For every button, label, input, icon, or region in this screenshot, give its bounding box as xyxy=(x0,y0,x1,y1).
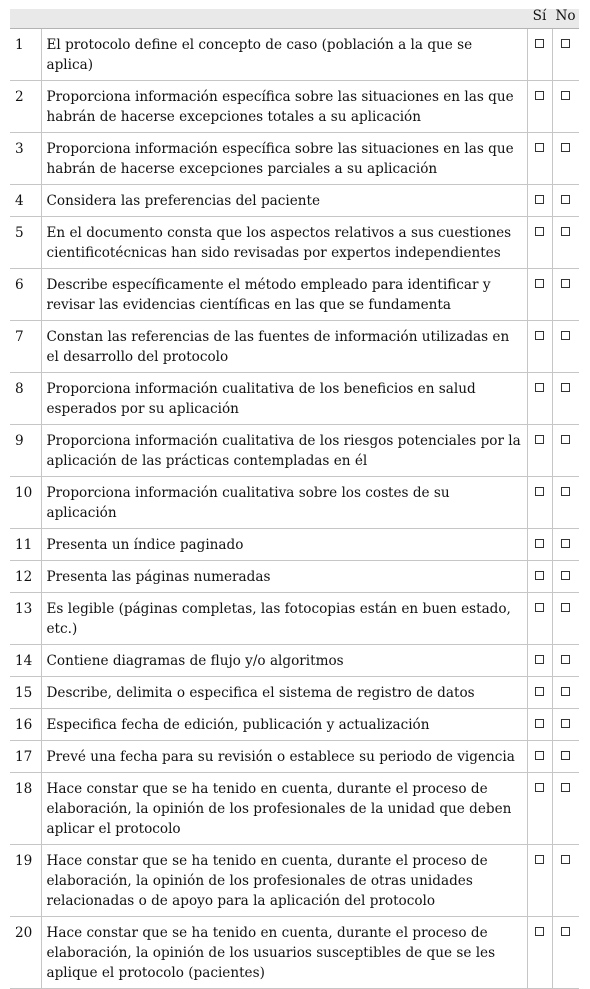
table-row xyxy=(10,709,579,741)
table-row xyxy=(10,677,579,709)
si-checkbox[interactable] xyxy=(535,855,544,864)
row-number: 6 xyxy=(10,269,41,321)
row-number: 15 xyxy=(10,677,41,709)
si-checkbox[interactable] xyxy=(535,783,544,792)
criterion-text: Hace constar que se ha tenido en cuenta, durante el proceso de elaboración, la opinión de los profesionales de otras unidades relacionadas o de apoyo para la aplicación del protocolo xyxy=(41,845,527,917)
criterion-text: Contiene diagramas de flujo y/o algoritmos xyxy=(41,645,527,677)
table-row xyxy=(10,29,579,81)
si-checkbox[interactable] xyxy=(535,487,544,496)
no-checkbox[interactable] xyxy=(561,751,570,760)
table-row xyxy=(10,425,579,477)
table-row xyxy=(10,593,579,645)
row-number: 17 xyxy=(10,741,41,773)
no-checkbox[interactable] xyxy=(561,927,570,936)
no-cell xyxy=(552,477,579,529)
si-cell xyxy=(527,29,552,81)
criterion-text: Considera las preferencias del paciente xyxy=(41,185,527,217)
si-checkbox[interactable] xyxy=(535,655,544,664)
si-checkbox[interactable] xyxy=(535,91,544,100)
no-checkbox[interactable] xyxy=(561,195,570,204)
no-checkbox[interactable] xyxy=(561,143,570,152)
si-cell xyxy=(527,741,552,773)
criterion-text: Presenta las páginas numeradas xyxy=(41,561,527,593)
si-checkbox[interactable] xyxy=(535,143,544,152)
criterion-text: Presenta un índice paginado xyxy=(41,529,527,561)
criterion-text: Proporciona información específica sobre las situaciones en las que habrán de hacerse excepciones parciales a su aplicación xyxy=(41,133,527,185)
no-checkbox[interactable] xyxy=(561,383,570,392)
row-number: 11 xyxy=(10,529,41,561)
no-cell xyxy=(552,373,579,425)
row-number: 18 xyxy=(10,773,41,845)
no-checkbox[interactable] xyxy=(561,435,570,444)
row-number: 13 xyxy=(10,593,41,645)
si-cell xyxy=(527,561,552,593)
si-checkbox[interactable] xyxy=(535,279,544,288)
row-number: 4 xyxy=(10,185,41,217)
si-cell xyxy=(527,185,552,217)
si-cell xyxy=(527,425,552,477)
si-cell xyxy=(527,81,552,133)
si-checkbox[interactable] xyxy=(535,539,544,548)
no-checkbox[interactable] xyxy=(561,539,570,548)
si-checkbox[interactable] xyxy=(535,39,544,48)
row-number: 19 xyxy=(10,845,41,917)
table-row xyxy=(10,529,579,561)
si-checkbox[interactable] xyxy=(535,603,544,612)
no-checkbox[interactable] xyxy=(561,91,570,100)
table-row xyxy=(10,269,579,321)
si-checkbox[interactable] xyxy=(535,687,544,696)
si-checkbox[interactable] xyxy=(535,435,544,444)
si-checkbox[interactable] xyxy=(535,331,544,340)
no-cell xyxy=(552,269,579,321)
no-checkbox[interactable] xyxy=(561,719,570,728)
table-row xyxy=(10,321,579,373)
criterion-text: Proporciona información específica sobre las situaciones en las que habrán de hacerse excepciones totales a su aplicación xyxy=(41,81,527,133)
si-checkbox[interactable] xyxy=(535,383,544,392)
table-row xyxy=(10,133,579,185)
criterion-text: Constan las referencias de las fuentes de información utilizadas en el desarrollo del protocolo xyxy=(41,321,527,373)
header-no: No xyxy=(552,9,579,29)
criterion-text: El protocolo define el concepto de caso (población a la que se aplica) xyxy=(41,29,527,81)
table-body xyxy=(10,29,579,989)
row-number: 8 xyxy=(10,373,41,425)
no-cell xyxy=(552,561,579,593)
no-checkbox[interactable] xyxy=(561,783,570,792)
row-number: 7 xyxy=(10,321,41,373)
no-cell xyxy=(552,709,579,741)
no-cell xyxy=(552,845,579,917)
si-cell xyxy=(527,677,552,709)
no-checkbox[interactable] xyxy=(561,687,570,696)
si-checkbox[interactable] xyxy=(535,195,544,204)
si-cell xyxy=(527,709,552,741)
criterion-text: Hace constar que se ha tenido en cuenta, durante el proceso de elaboración, la opinión de los profesionales de la unidad que deben aplicar el protocolo xyxy=(41,773,527,845)
no-cell xyxy=(552,217,579,269)
no-cell xyxy=(552,917,579,989)
table-row xyxy=(10,845,579,917)
no-cell xyxy=(552,677,579,709)
table-row xyxy=(10,645,579,677)
si-cell xyxy=(527,477,552,529)
si-checkbox[interactable] xyxy=(535,719,544,728)
si-checkbox[interactable] xyxy=(535,227,544,236)
no-cell xyxy=(552,645,579,677)
criterion-text: Describe específicamente el método empleado para identificar y revisar las evidencias científicas en las que se fundamenta xyxy=(41,269,527,321)
header-row xyxy=(10,9,579,29)
no-checkbox[interactable] xyxy=(561,39,570,48)
criterion-text: En el documento consta que los aspectos relativos a sus cuestiones cientificotécnicas han sido revisadas por expertos independientes xyxy=(41,217,527,269)
no-checkbox[interactable] xyxy=(561,227,570,236)
header-number xyxy=(10,9,41,29)
criterion-text: Proporciona información cualitativa de los beneficios en salud esperados por su aplicación xyxy=(41,373,527,425)
no-cell xyxy=(552,529,579,561)
criterion-text: Proporciona información cualitativa de los riesgos potenciales por la aplicación de las prácticas contempladas en él xyxy=(41,425,527,477)
table-row xyxy=(10,561,579,593)
row-number: 20 xyxy=(10,917,41,989)
no-checkbox[interactable] xyxy=(561,603,570,612)
no-cell xyxy=(552,593,579,645)
table-row xyxy=(10,741,579,773)
row-number: 9 xyxy=(10,425,41,477)
table-row xyxy=(10,917,579,989)
table-row xyxy=(10,217,579,269)
no-cell xyxy=(552,741,579,773)
row-number: 10 xyxy=(10,477,41,529)
protocol-checklist-table xyxy=(10,9,579,989)
no-checkbox[interactable] xyxy=(561,655,570,664)
no-checkbox[interactable] xyxy=(561,279,570,288)
no-cell xyxy=(552,133,579,185)
si-cell xyxy=(527,593,552,645)
criterion-text: Hace constar que se ha tenido en cuenta, durante el proceso de elaboración, la opinión de los usuarios susceptibles de que se les aplique el protocolo (pacientes) xyxy=(41,917,527,989)
row-number: 16 xyxy=(10,709,41,741)
no-checkbox[interactable] xyxy=(561,331,570,340)
no-checkbox[interactable] xyxy=(561,487,570,496)
no-checkbox[interactable] xyxy=(561,571,570,580)
si-checkbox[interactable] xyxy=(535,571,544,580)
table-header xyxy=(10,9,579,29)
row-number: 14 xyxy=(10,645,41,677)
no-cell xyxy=(552,773,579,845)
criterion-text: Especifica fecha de edición, publicación y actualización xyxy=(41,709,527,741)
row-number: 1 xyxy=(10,29,41,81)
no-cell xyxy=(552,425,579,477)
si-cell xyxy=(527,645,552,677)
si-cell xyxy=(527,773,552,845)
si-cell xyxy=(527,529,552,561)
table-row xyxy=(10,185,579,217)
no-checkbox[interactable] xyxy=(561,855,570,864)
no-cell xyxy=(552,81,579,133)
no-cell xyxy=(552,185,579,217)
no-cell xyxy=(552,321,579,373)
si-cell xyxy=(527,321,552,373)
table-row xyxy=(10,477,579,529)
row-number: 5 xyxy=(10,217,41,269)
table-row xyxy=(10,81,579,133)
criterion-text: Prevé una fecha para su revisión o establece su periodo de vigencia xyxy=(41,741,527,773)
no-cell xyxy=(552,29,579,81)
table-row xyxy=(10,373,579,425)
header-si: Sí xyxy=(527,9,552,29)
table-row xyxy=(10,773,579,845)
si-cell xyxy=(527,917,552,989)
row-number: 3 xyxy=(10,133,41,185)
criterion-text: Es legible (páginas completas, las fotocopias están en buen estado, etc.) xyxy=(41,593,527,645)
criterion-text: Proporciona información cualitativa sobre los costes de su aplicación xyxy=(41,477,527,529)
si-checkbox[interactable] xyxy=(535,751,544,760)
row-number: 2 xyxy=(10,81,41,133)
si-checkbox[interactable] xyxy=(535,927,544,936)
header-criterion xyxy=(41,9,527,29)
criterion-text: Describe, delimita o especifica el sistema de registro de datos xyxy=(41,677,527,709)
si-cell xyxy=(527,845,552,917)
si-cell xyxy=(527,373,552,425)
si-cell xyxy=(527,217,552,269)
row-number: 12 xyxy=(10,561,41,593)
si-cell xyxy=(527,269,552,321)
si-cell xyxy=(527,133,552,185)
